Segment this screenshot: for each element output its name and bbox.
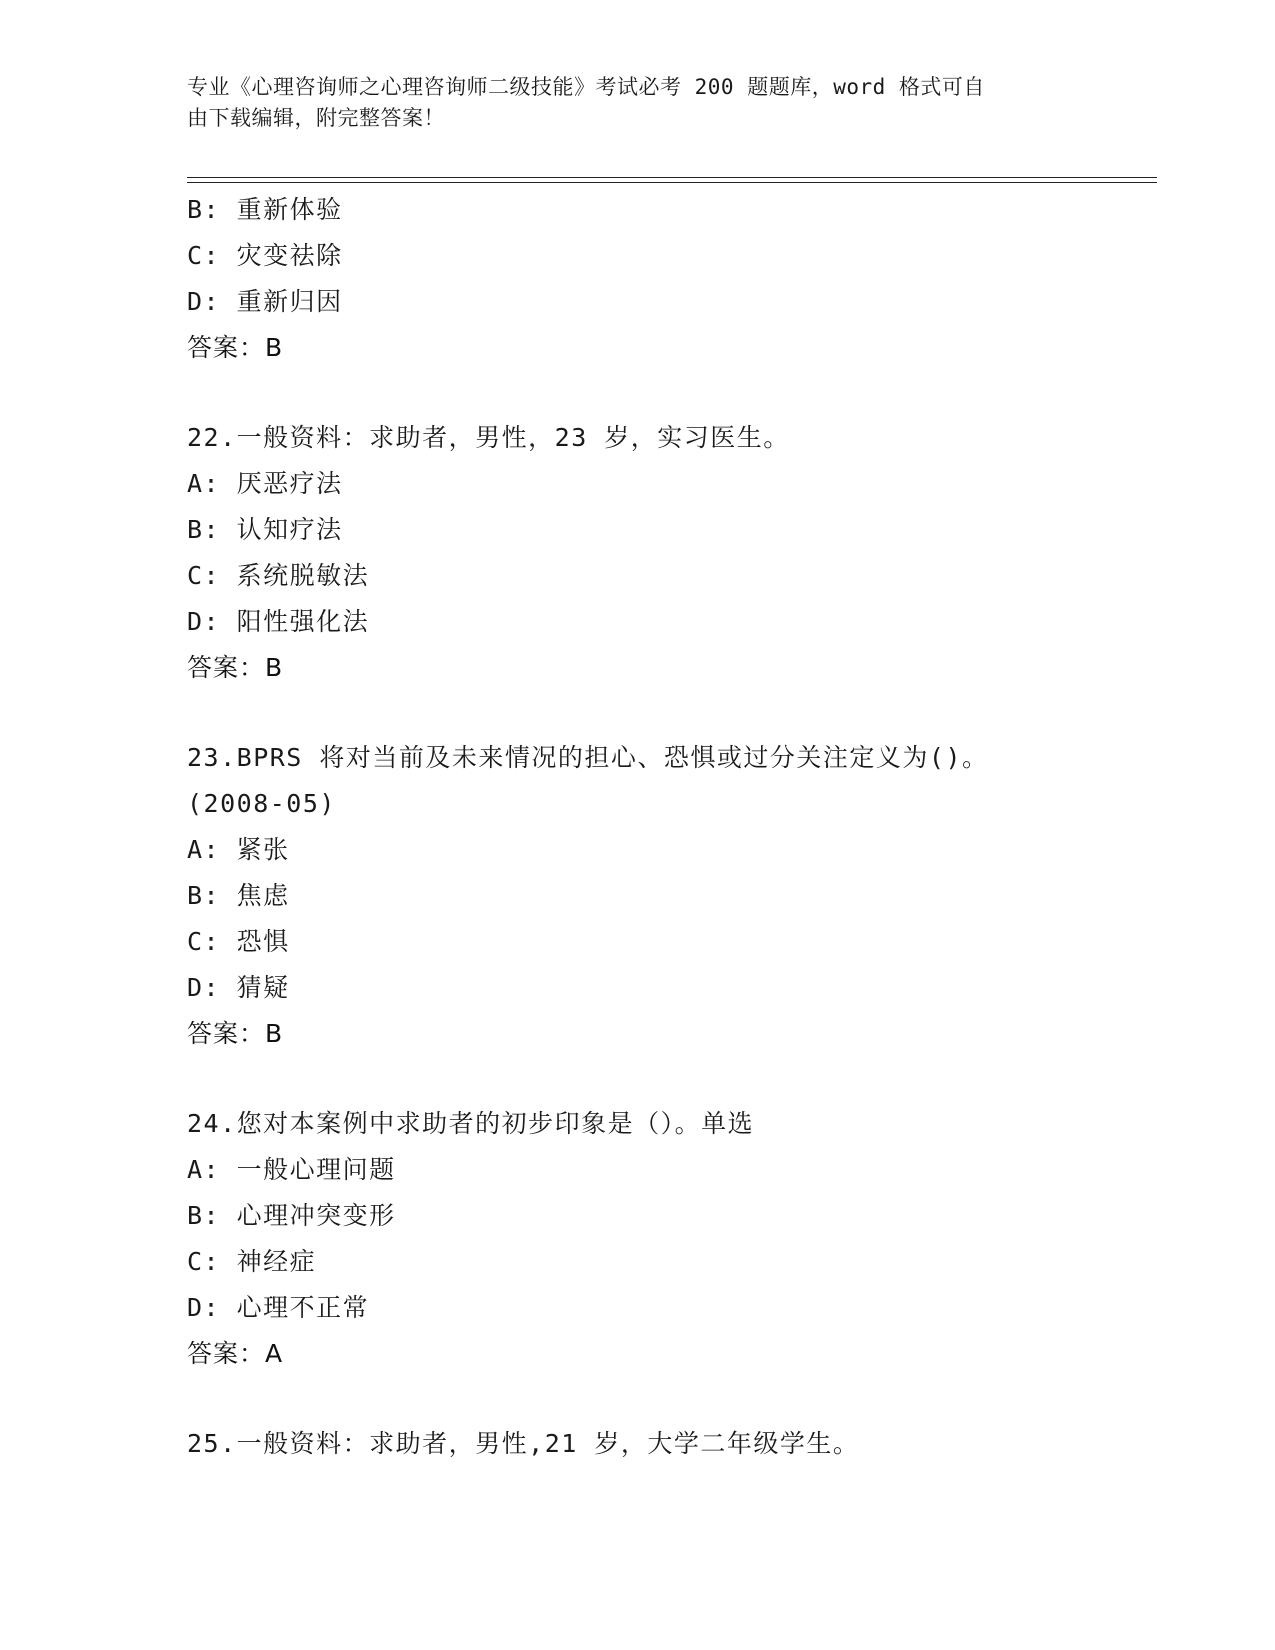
header-divider-bottom xyxy=(187,182,1157,183)
spacer xyxy=(187,371,1147,415)
option-b: B: 认知疗法 xyxy=(187,515,343,544)
answer-line: 答案：A xyxy=(187,1339,284,1368)
document-header xyxy=(187,72,1087,134)
question-text-continued: (2008-05) xyxy=(187,789,336,818)
header-divider-top xyxy=(187,177,1157,178)
question-text: 25.一般资料：求助者，男性,21 岁，大学二年级学生。 xyxy=(187,1429,860,1458)
option-d: D: 猜疑 xyxy=(187,973,290,1002)
spacer xyxy=(187,691,1147,735)
option-b: B: 重新体验 xyxy=(187,195,343,224)
option-a: A: 紧张 xyxy=(187,835,290,864)
question-23-block xyxy=(187,735,1147,1057)
option-c: C: 系统脱敏法 xyxy=(187,561,370,590)
question-25-block xyxy=(187,1421,1147,1467)
option-a: A: 一般心理问题 xyxy=(187,1155,396,1184)
question-text: 22.一般资料：求助者，男性，23 岁，实习医生。 xyxy=(187,423,790,452)
question-content xyxy=(187,187,1147,1467)
spacer xyxy=(187,1377,1147,1421)
option-a: A: 厌恶疗法 xyxy=(187,469,343,498)
option-c: C: 神经症 xyxy=(187,1247,317,1276)
option-d: D: 重新归因 xyxy=(187,287,343,316)
header-line-1: 专业《心理咨询师之心理咨询师二级技能》考试必考 200 题题库，word 格式可自 xyxy=(187,75,985,99)
option-d: D: 心理不正常 xyxy=(187,1293,370,1322)
question-24-block xyxy=(187,1101,1147,1377)
answer-line: 答案：B xyxy=(187,653,284,682)
option-b: B: 焦虑 xyxy=(187,881,290,910)
answer-line: 答案：B xyxy=(187,1019,284,1048)
option-b: B: 心理冲突变形 xyxy=(187,1201,396,1230)
option-d: D: 阳性强化法 xyxy=(187,607,370,636)
header-line-2: 由下载编辑，附完整答案！ xyxy=(187,106,445,130)
question-text: 24.您对本案例中求助者的初步印象是（）。单选 xyxy=(187,1109,755,1138)
option-c: C: 灾变祛除 xyxy=(187,241,343,270)
question-22-block xyxy=(187,415,1147,691)
spacer xyxy=(187,1057,1147,1101)
option-c: C: 恐惧 xyxy=(187,927,290,956)
question-text: 23.BPRS 将对当前及未来情况的担心、恐惧或过分关注定义为()。 xyxy=(187,743,989,772)
question-21-block xyxy=(187,187,1147,371)
answer-line: 答案：B xyxy=(187,333,284,362)
